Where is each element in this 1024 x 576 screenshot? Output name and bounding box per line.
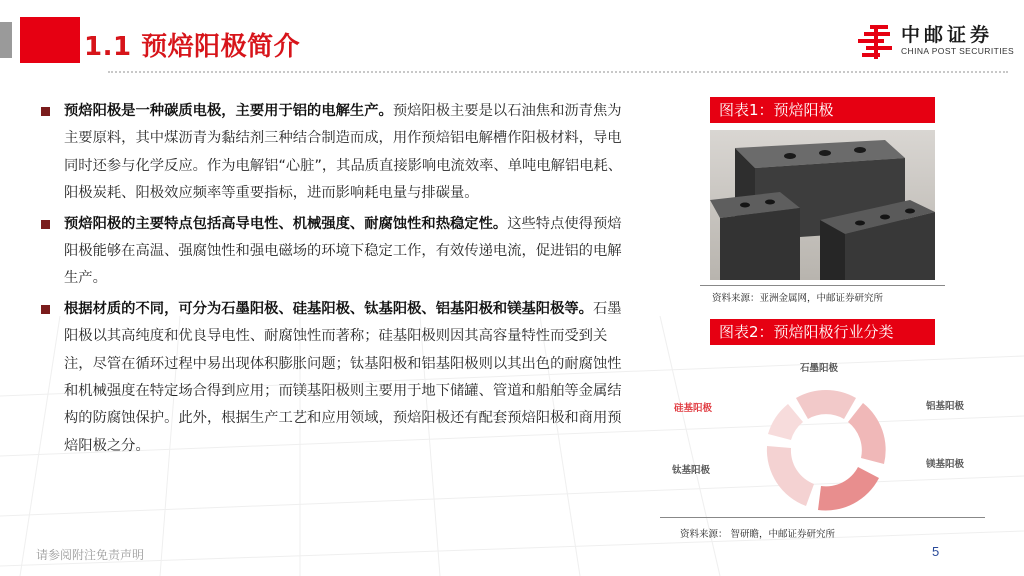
source-rule [700, 285, 945, 286]
label-titanium-anode: 钛基阳极 [672, 465, 711, 476]
bullet-lead: 预焙阳极是一种碳质电极，主要用于铝的电解生产。 [64, 103, 393, 119]
figure2-source: 资料来源： 智研瞻，中邮证券研究所 [680, 529, 836, 540]
bullet-item [40, 98, 632, 208]
figure2-caption: 图表2：预焙阳极行业分类 [710, 319, 935, 345]
anode-classification-diagram [660, 350, 990, 515]
bullet-lead: 根据材质的不同，可分为石墨阳极、硅基阳极、钛基阳极、铝基阳极和镁基阳极等。 [64, 300, 593, 317]
title-divider [108, 71, 1008, 73]
bullet-lead: 预焙阳极的主要特点包括高导电性、机械强度、耐腐蚀性和热稳定性。 [64, 215, 508, 232]
bullet-square-icon [41, 220, 50, 229]
logo-name-cn: 中邮证券 [901, 24, 994, 46]
logo-name-en: CHINA POST SECURITIES [901, 46, 1015, 56]
bullet-text: 这些特点使得预焙阳极能够在高温、强腐蚀性和强电磁场的环境下稳定工作，有效传递电流，促进铝的电解生产。 [64, 215, 622, 287]
figure1-source: 资料来源：亚洲金属网，中邮证券研究所 [712, 293, 884, 304]
page-number: 5 [932, 544, 940, 559]
company-logo [856, 20, 1016, 64]
label-magnesium-anode: 镁基阳极 [926, 459, 965, 470]
anode-blocks-image [710, 130, 935, 280]
label-silicon-anode: 硅基阳极 [674, 403, 713, 414]
cycle-ring-graphic [660, 350, 990, 515]
figure1-caption: 图表1：预焙阳极 [710, 97, 935, 123]
disclaimer-note: 请参阅附注免责声明 [36, 548, 145, 562]
bullet-square-icon [41, 107, 50, 116]
header-accent-bar [0, 22, 12, 58]
china-post-logo-icon [856, 22, 896, 62]
title-red-block [20, 17, 80, 63]
bullet-item [40, 296, 632, 460]
label-aluminum-anode: 铝基阳极 [926, 401, 965, 412]
bullet-list [40, 98, 632, 460]
label-graphite-anode: 石墨阳极 [800, 363, 839, 374]
bullet-text: 石墨阳极以其高纯度和优良导电性、耐腐蚀性而著称；硅基阳极则因其高容量特性而受到关注，尽管在循环过程中易出现体积膨胀问题；钛基阳极和铝基阳极则以其出色的耐腐蚀性和机械强度在特定场合得到应用；而镁基阳极则主要用于地下储罐、管道和船舶等金属结构的防腐蚀保护。此外，根据生产工艺和应用领域，预焙阳极还有配套预焙阳极和商用预焙阳极之分。 [64, 300, 622, 454]
source-rule [660, 517, 985, 518]
bullet-square-icon [41, 305, 50, 314]
page-title: 1.1 预焙阳极简介 [84, 32, 301, 62]
bullet-text: 预焙阳极主要是以石油焦和沥青焦为主要原料，其中煤沥青为黏结剂三种结合制造而成，用作预焙铝电解槽作阳极材料，导电同时还参与化学反应。作为电解铝“心脏”，其品质直接影响电流效率、单吨电解铝电耗、阳极炭耗、阳极效应频率等重要指标，进而影响耗电量与排碳量。 [64, 103, 623, 202]
bullet-item [40, 211, 632, 293]
